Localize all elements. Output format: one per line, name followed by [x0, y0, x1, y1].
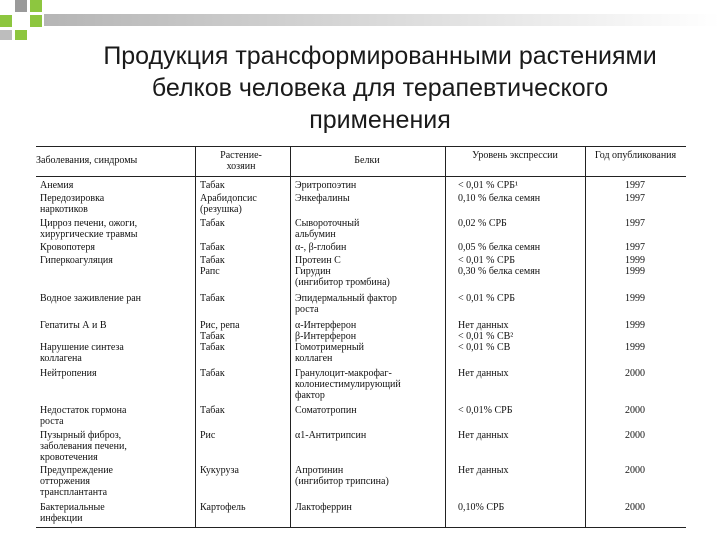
cell-protein: (ингибитор тромбина) — [295, 277, 390, 288]
title-line-2: белков человека для терапевтического — [151, 74, 609, 102]
table-header-rule — [36, 176, 686, 177]
cell-plant: Табак — [200, 218, 225, 229]
cell-protein: Энкефалины — [295, 193, 350, 204]
cell-plant: Табак — [200, 255, 225, 266]
cell-plant: Табак — [200, 331, 225, 342]
cell-level: Нет данных — [458, 430, 509, 441]
cell-disease: коллагена — [40, 353, 82, 364]
cell-year: 1999 — [625, 320, 645, 331]
cell-plant: Табак — [200, 242, 225, 253]
column-divider — [195, 146, 196, 528]
cell-year: 1997 — [625, 180, 645, 191]
cell-level: < 0,01 % СВ² — [458, 331, 514, 342]
cell-level: Нет данных — [458, 368, 509, 379]
cell-protein: (ингибитор трипсина) — [295, 476, 389, 487]
header-disease: Заболевания, синдромы — [36, 155, 138, 166]
header-decoration — [0, 0, 720, 40]
cell-year: 1999 — [625, 293, 645, 304]
cell-level: Нет данных — [458, 465, 509, 476]
title-line-3: применения — [309, 106, 451, 134]
cell-protein: Эпидермальный фактор — [295, 293, 397, 304]
title-line-1: Продукция трансформированными растениями — [103, 42, 657, 70]
column-divider — [290, 146, 291, 528]
cell-disease: наркотиков — [40, 204, 88, 215]
cell-year: 1999 — [625, 342, 645, 353]
cell-disease: Недостаток гормона — [40, 405, 127, 416]
cell-disease: заболевания печени, — [40, 441, 127, 452]
header-level: Уровень экспрессии — [472, 150, 558, 161]
cell-level: 0,05 % белка семян — [458, 242, 541, 253]
cell-year: 2000 — [625, 430, 645, 441]
cell-disease: отторжения — [40, 476, 90, 487]
cell-disease: Цирроз печени, ожоги, — [40, 218, 138, 229]
cell-disease: Предупреждение — [40, 465, 113, 476]
column-divider — [585, 146, 586, 528]
cell-disease: трансплантанта — [40, 487, 108, 498]
cell-year: 1999 — [625, 255, 645, 266]
cell-disease: Пузырный фиброз, — [40, 430, 122, 441]
cell-disease: кровотечения — [40, 452, 98, 463]
cell-protein: Гомотримерный — [295, 342, 364, 353]
cell-plant: (резушка) — [200, 204, 242, 215]
cell-level: < 0,01% СРБ — [458, 405, 513, 416]
cell-protein: Эритропоэтин — [295, 180, 357, 191]
cell-protein: α-, β-глобин — [295, 242, 347, 253]
cell-year: 2000 — [625, 465, 645, 476]
cell-level: 0,02 % СРБ — [458, 218, 507, 229]
header-year: Год опубликования — [594, 150, 677, 161]
cell-level: < 0,01 % СВ — [458, 342, 511, 353]
cell-protein: α1-Антитрипсин — [295, 430, 367, 441]
cell-disease: инфекции — [40, 513, 83, 524]
cell-level: < 0,01 % СРБ — [458, 293, 515, 304]
cell-year: 2000 — [625, 502, 645, 513]
cell-protein: коллаген — [295, 353, 333, 364]
cell-plant: Табак — [200, 293, 225, 304]
cell-year: 1997 — [625, 242, 645, 253]
cell-year: 2000 — [625, 405, 645, 416]
cell-disease: Гиперкоагуляция — [40, 255, 113, 266]
cell-disease: роста — [40, 416, 64, 427]
cell-protein: β-Интерферон — [295, 331, 357, 342]
cell-protein: фактор — [295, 390, 325, 401]
header-plant: Растение-хозяин — [220, 150, 262, 172]
cell-disease: хирургические травмы — [40, 229, 138, 240]
cell-year: 1997 — [625, 218, 645, 229]
cell-protein: колониестимулирующий — [295, 379, 401, 390]
cell-protein: Протеин С — [295, 255, 341, 266]
cell-plant: Арабидопсис — [200, 193, 257, 204]
cell-protein: Соматотропин — [295, 405, 357, 416]
cell-protein: Сывороточный — [295, 218, 360, 229]
cell-disease: Бактериальные — [40, 502, 105, 513]
cell-protein: альбумин — [295, 229, 336, 240]
column-divider — [445, 146, 446, 528]
table-top-rule — [36, 146, 686, 147]
cell-level: < 0,01 % СРБ — [458, 255, 515, 266]
table-bottom-rule — [36, 527, 686, 528]
cell-level: Нет данных — [458, 320, 509, 331]
cell-plant: Табак — [200, 405, 225, 416]
cell-level: 0,10% СРБ — [458, 502, 505, 513]
cell-plant: Рис, репа — [200, 320, 240, 331]
cell-disease: Нарушение синтеза — [40, 342, 124, 353]
cell-protein: Апротинин — [295, 465, 344, 476]
cell-level: 0,10 % белка семян — [458, 193, 541, 204]
cell-plant: Картофель — [200, 502, 246, 513]
cell-disease: Водное заживление ран — [40, 293, 141, 304]
cell-protein: α-Интерферон — [295, 320, 357, 331]
cell-year: 2000 — [625, 368, 645, 379]
cell-plant: Табак — [200, 180, 225, 191]
cell-plant: Рапс — [200, 266, 220, 277]
page-title — [40, 40, 720, 136]
cell-disease: Анемия — [40, 180, 74, 191]
header-protein: Белки — [354, 155, 380, 166]
cell-disease: Передозировка — [40, 193, 105, 204]
cell-level: < 0,01 % СРБ¹ — [458, 180, 518, 191]
cell-disease: Нейтропения — [40, 368, 97, 379]
cell-disease: Гепатиты А и В — [40, 320, 107, 331]
cell-protein: Гирудин — [295, 266, 331, 277]
cell-protein: Лактоферрин — [295, 502, 352, 513]
cell-plant: Табак — [200, 368, 225, 379]
cell-protein: роста — [295, 304, 319, 315]
cell-disease: Кровопотеря — [40, 242, 95, 253]
cell-protein: Гранулоцит-макрофаг- — [295, 368, 392, 379]
cell-level: 0,30 % белка семян — [458, 266, 541, 277]
cell-plant: Табак — [200, 342, 225, 353]
cell-plant: Рис — [200, 430, 216, 441]
cell-plant: Кукуруза — [200, 465, 239, 476]
cell-year: 1997 — [625, 193, 645, 204]
cell-year: 1999 — [625, 266, 645, 277]
